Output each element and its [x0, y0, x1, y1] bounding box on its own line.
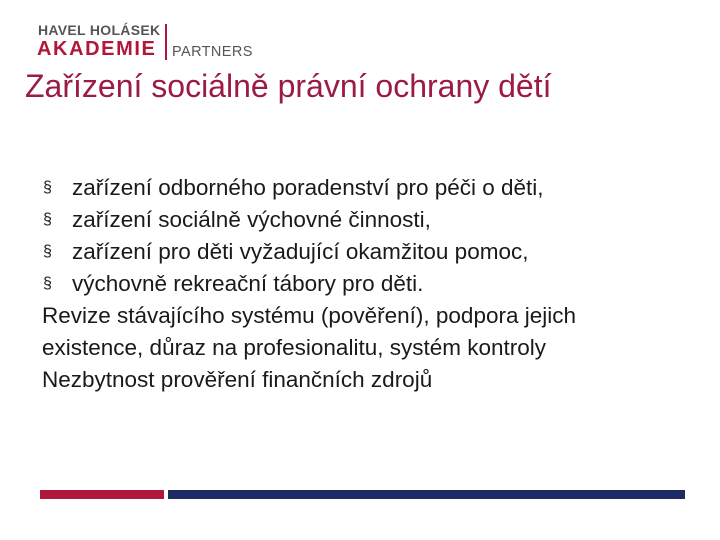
logo-text-akademie: AKADEMIE	[37, 38, 157, 60]
slide-content	[42, 172, 682, 396]
bullet-list	[42, 172, 682, 300]
section-sign-bullet-icon: §	[43, 211, 52, 228]
company-logo	[36, 20, 276, 64]
list-item	[42, 204, 682, 236]
footer-bar-navy	[168, 490, 685, 499]
logo-divider	[165, 24, 167, 60]
bullet-text: zařízení odborného poradenství pro péči o děti,	[72, 175, 544, 200]
section-sign-bullet-icon: §	[43, 179, 52, 196]
footer-bar-red	[40, 490, 164, 499]
bullet-text: výchovně rekreační tábory pro děti.	[72, 271, 424, 296]
paragraph-revision: Revize stávajícího systému (pověření), podpora jejich existence, důraz na profesionalitu, systém kontroly	[42, 303, 577, 360]
list-item	[42, 172, 682, 204]
section-sign-bullet-icon: §	[43, 243, 52, 260]
list-item	[42, 236, 682, 268]
bullet-text: zařízení sociálně výchovné činnosti,	[72, 207, 431, 232]
bullet-text: zařízení pro děti vyžadující okamžitou pomoc,	[72, 239, 529, 264]
slide-title: Zařízení sociálně právní ochrany dětí	[25, 68, 552, 104]
logo-text-havel-holasek: HAVEL HOLÁSEK	[38, 22, 161, 38]
logo-text-partners: PARTNERS	[172, 44, 253, 60]
section-sign-bullet-icon: §	[43, 275, 52, 292]
paragraph-financial-sources: Nezbytnost prověření finančních zdrojů	[42, 367, 433, 392]
list-item	[42, 268, 682, 300]
